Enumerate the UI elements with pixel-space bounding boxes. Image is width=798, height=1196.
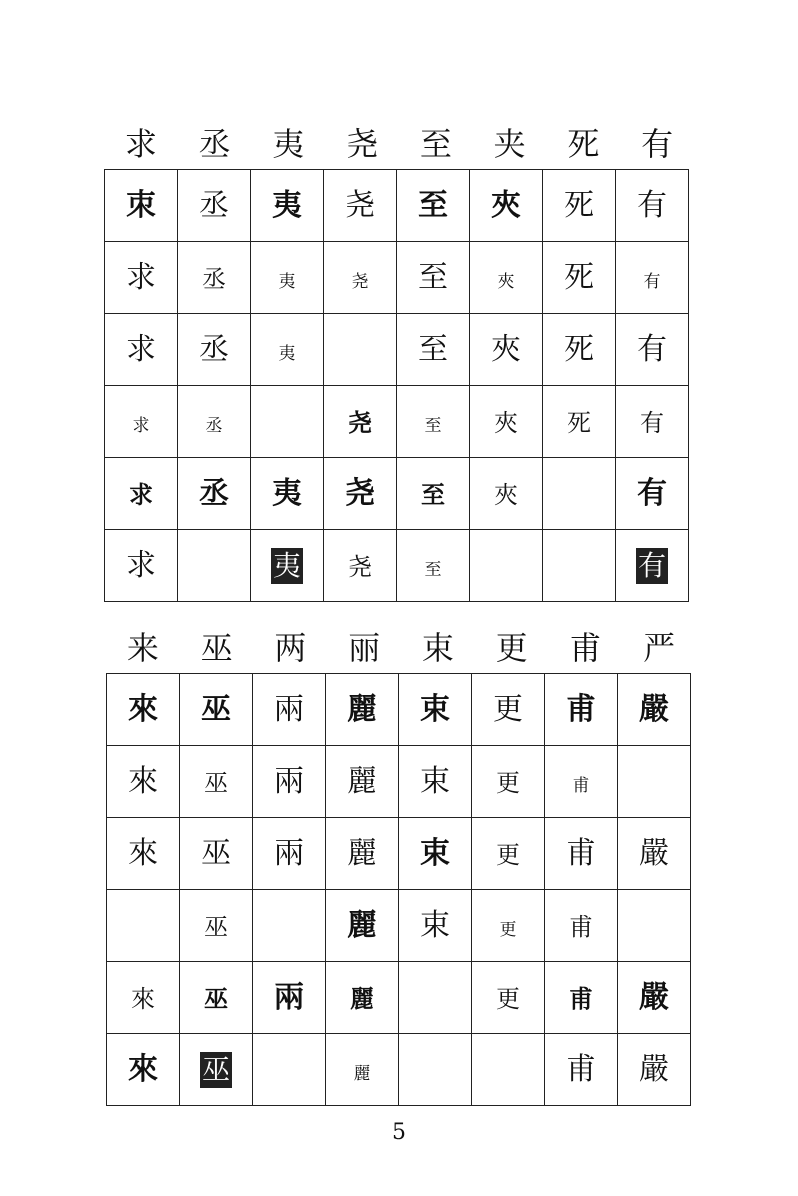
glyph: 有 [637,332,667,367]
glyph-cell [107,890,180,962]
glyph: 有 [643,272,661,292]
table-row [107,1034,691,1106]
glyph-cell [470,386,543,458]
glyph-cell [105,314,178,386]
glyph-cell [326,890,399,962]
glyph-cell [543,530,616,602]
glyph-cell [545,818,618,890]
glyph-cell [470,170,543,242]
glyph-cell [397,170,470,242]
top-character-table [104,169,689,602]
glyph: 來 [128,1052,158,1087]
glyph: 死 [564,260,594,295]
glyph: 束 [420,908,450,943]
glyph-cell [618,674,691,746]
glyph-cell [399,674,472,746]
bottom-header-char: 来 [126,629,159,667]
glyph-cell [616,170,689,242]
bottom-header-char: 巫 [200,629,233,667]
glyph: 巫 [201,1052,230,1086]
glyph: 夾 [494,481,518,509]
glyph: 麗 [347,836,377,871]
glyph: 更 [496,985,520,1013]
glyph: 束 [420,692,450,727]
glyph-cell [543,458,616,530]
glyph: 束 [420,836,450,871]
glyph: 夾 [494,409,518,437]
glyph-cell [472,962,545,1034]
glyph: 至 [418,260,448,295]
glyph: 有 [637,476,667,511]
glyph-cell [107,674,180,746]
glyph-cell [616,242,689,314]
glyph-cell [618,890,691,962]
glyph: 死 [567,409,591,437]
glyph: 來 [128,836,158,871]
table-row [105,242,689,314]
table-row [105,170,689,242]
glyph-cell [180,818,253,890]
table-row [107,746,691,818]
glyph-cell [180,674,253,746]
glyph: 麗 [347,764,377,799]
glyph-cell [470,530,543,602]
glyph: 有 [637,188,667,223]
glyph: 來 [128,764,158,799]
glyph-cell [472,746,545,818]
glyph: 至 [418,188,448,223]
glyph: 嚴 [639,1052,669,1087]
glyph-cell [178,458,251,530]
glyph: 死 [564,332,594,367]
glyph-cell [399,1034,472,1106]
glyph-cell [545,746,618,818]
glyph-cell [545,1034,618,1106]
glyph: 尧 [345,188,375,223]
glyph: 甫 [569,984,593,1013]
glyph-cell [616,314,689,386]
glyph-cell [399,890,472,962]
top-header-char: 求 [124,125,157,163]
glyph-cell [470,314,543,386]
glyph-cell [253,962,326,1034]
glyph-cell [180,746,253,818]
table-row [105,458,689,530]
top-header-char: 丞 [198,125,231,163]
glyph: 更 [499,920,517,940]
glyph: 求 [126,548,156,583]
glyph-cell [470,242,543,314]
glyph-cell [253,1034,326,1106]
glyph-cell [472,890,545,962]
glyph-cell [618,746,691,818]
glyph-cell [253,818,326,890]
table-row [105,314,689,386]
glyph-cell [543,170,616,242]
glyph: 求 [129,480,153,509]
glyph: 來 [131,985,155,1013]
glyph: 夷 [278,344,296,364]
table-row [107,818,691,890]
glyph: 巫 [201,692,231,727]
glyph: 嚴 [639,980,669,1015]
glyph-cell [253,674,326,746]
glyph: 更 [493,692,523,727]
glyph-cell [397,530,470,602]
glyph-cell [180,890,253,962]
glyph-cell [180,1034,253,1106]
bottom-header-char: 两 [274,629,307,667]
glyph: 求 [132,416,150,436]
glyph-cell [326,818,399,890]
glyph: 尧 [348,408,372,437]
top-header-char: 夷 [272,125,305,163]
glyph: 尧 [345,476,375,511]
glyph-cell [616,530,689,602]
glyph-cell [326,1034,399,1106]
glyph-cell [399,818,472,890]
glyph-cell [545,962,618,1034]
glyph: 嚴 [639,692,669,727]
glyph: 甫 [566,836,596,871]
glyph-cell [324,386,397,458]
glyph: 有 [637,548,666,582]
glyph: 兩 [274,764,304,799]
glyph: 來 [128,692,158,727]
glyph: 求 [126,332,156,367]
glyph-cell [251,314,324,386]
bottom-header-char: 束 [421,629,454,667]
glyph: 至 [421,480,445,509]
glyph: 麗 [347,692,377,727]
page-number: 5 [392,1120,406,1145]
glyph: 夷 [272,188,302,223]
glyph: 麗 [350,984,374,1013]
glyph: 夷 [278,272,296,292]
glyph-cell [543,242,616,314]
glyph: 死 [564,188,594,223]
glyph-cell [251,458,324,530]
glyph: 束 [420,764,450,799]
top-header-char: 死 [567,125,600,163]
glyph: 兩 [274,692,304,727]
bottom-character-table [106,673,691,1106]
glyph-cell [470,458,543,530]
glyph: 兩 [274,980,304,1015]
glyph-cell [326,674,399,746]
bottom-header-char: 丽 [348,629,381,667]
glyph-cell [180,962,253,1034]
glyph-cell [472,818,545,890]
glyph-cell [178,170,251,242]
glyph-cell [543,314,616,386]
glyph: 至 [424,560,442,580]
glyph: 嚴 [639,836,669,871]
glyph-cell [107,962,180,1034]
glyph-cell [251,530,324,602]
glyph-cell [105,458,178,530]
glyph-cell [324,458,397,530]
glyph-cell [178,314,251,386]
glyph: 兩 [274,836,304,871]
glyph-cell [105,530,178,602]
glyph-cell [472,1034,545,1106]
glyph-cell [178,386,251,458]
glyph: 巫 [204,913,228,941]
glyph-cell [253,890,326,962]
table-row [107,962,691,1034]
glyph: 甫 [566,692,596,727]
glyph: 有 [640,409,664,437]
glyph: 更 [496,841,520,869]
glyph-cell [324,530,397,602]
glyph-cell [105,170,178,242]
top-header-char: 至 [419,125,452,163]
glyph-cell [616,386,689,458]
glyph-cell [618,818,691,890]
glyph-cell [326,746,399,818]
glyph: 巫 [201,836,231,871]
glyph: 丞 [202,265,226,293]
glyph-cell [105,242,178,314]
glyph-cell [324,314,397,386]
glyph: 尧 [348,553,372,581]
glyph: 麗 [347,908,377,943]
top-header-char: 夹 [493,125,526,163]
glyph-cell [251,242,324,314]
glyph: 夾 [491,188,521,223]
glyph: 至 [424,416,442,436]
glyph: 夾 [491,332,521,367]
glyph-cell [251,386,324,458]
table-row [105,386,689,458]
bottom-header-row [106,628,696,668]
glyph: 丞 [199,332,229,367]
glyph: 至 [418,332,448,367]
glyph-cell [107,746,180,818]
glyph-cell [253,746,326,818]
glyph: 求 [126,260,156,295]
table-row [107,674,691,746]
glyph-cell [397,386,470,458]
glyph-cell [399,746,472,818]
glyph-cell [618,1034,691,1106]
glyph-cell [397,314,470,386]
glyph-cell [324,242,397,314]
glyph: 更 [496,769,520,797]
glyph: 甫 [566,1052,596,1087]
glyph-cell [545,674,618,746]
glyph: 巫 [204,769,228,797]
glyph: 丞 [199,188,229,223]
glyph: 尧 [351,272,369,292]
glyph-cell [107,1034,180,1106]
glyph-cell [105,386,178,458]
glyph-cell [251,170,324,242]
glyph-cell [326,962,399,1034]
table-row [107,890,691,962]
glyph: 丞 [205,416,223,436]
glyph-cell [545,890,618,962]
glyph-cell [399,962,472,1034]
top-header-char: 尧 [346,125,379,163]
glyph: 麗 [353,1064,371,1084]
glyph-cell [107,818,180,890]
bottom-header-char: 严 [643,629,676,667]
glyph-cell [178,530,251,602]
top-header-row [104,124,694,164]
glyph: 夷 [272,548,301,582]
glyph-cell [397,242,470,314]
glyph-cell [618,962,691,1034]
glyph-cell [178,242,251,314]
glyph: 朿 [126,188,156,223]
glyph: 丞 [199,476,229,511]
glyph: 夷 [272,476,302,511]
glyph: 甫 [569,913,593,941]
glyph: 夾 [497,272,515,292]
glyph-cell [472,674,545,746]
glyph: 甫 [572,776,590,796]
bottom-header-char: 甫 [569,629,602,667]
glyph-cell [324,170,397,242]
bottom-header-char: 更 [495,629,528,667]
top-header-char: 有 [641,125,674,163]
glyph-cell [543,386,616,458]
table-row [105,530,689,602]
glyph: 巫 [204,984,228,1013]
glyph-cell [397,458,470,530]
glyph-cell [616,458,689,530]
